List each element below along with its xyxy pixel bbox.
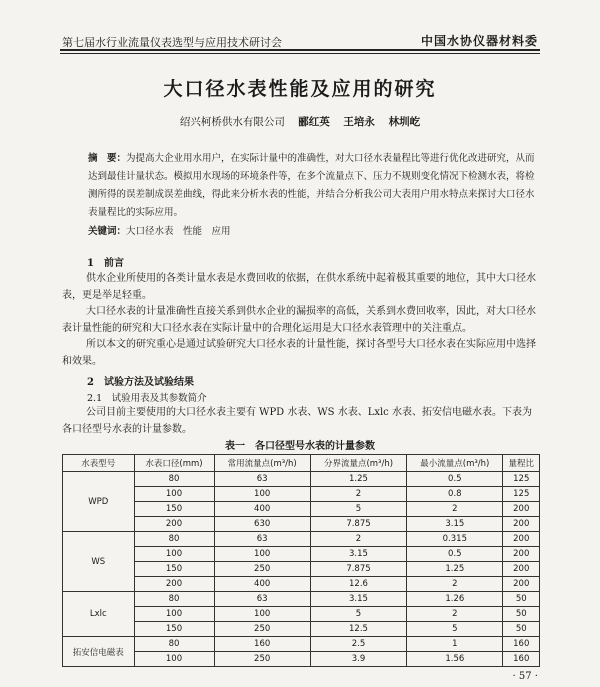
abstract-label: 摘 要： — [88, 153, 127, 164]
paragraph-2: 大口径水表的计量准确性直接关系到供水企业的漏损率的高低，关系到水费回收率，因此，对大口径水表计量性能的研究和大口径水表在实际计量中的合理化运用是大口径水表管理中的关注重点。 — [62, 306, 536, 334]
table-row — [63, 487, 540, 502]
table-cell: 200 — [503, 562, 540, 577]
table-cell: 200 — [503, 532, 540, 547]
table-row — [63, 577, 540, 592]
model-cell: WS — [63, 532, 135, 592]
table-cell: 100 — [134, 652, 214, 667]
abstract-text: 为提高大企业用水用户，在实际计量中的准确性，对大口径水表量程比等进行优化改进研究，从而达到最佳计量状态。模拟用水现场的环境条件等，在多个流量点下、压力不规则变化情况下检测水表，将检测所得的误差制成误差曲线，得此来分析水表的性能，并结合分析我公司大表用户用水特点来探讨大口径水表量程比的实际应用。 — [88, 153, 535, 218]
table-cell: 7.875 — [310, 517, 406, 532]
table-cell: 200 — [134, 517, 214, 532]
table-cell: 63 — [214, 592, 310, 607]
page-number: · 57 · — [512, 671, 538, 682]
table-cell: 200 — [503, 517, 540, 532]
table-cell: 2 — [310, 487, 406, 502]
table-cell: 1.56 — [407, 652, 503, 667]
table-cell: 250 — [214, 562, 310, 577]
table-cell: 12.5 — [310, 622, 406, 637]
header-rule — [60, 49, 540, 51]
table-cell: 2 — [407, 577, 503, 592]
model-cell: Lxlc — [63, 592, 135, 637]
paragraph-4: 公司目前主要使用的大口径水表主要有 WPD 水表、WS 水表、Lxlc 水表、拓安信电磁水表。下表为各口径型号水表的计量参数。 — [62, 407, 532, 435]
table-cell: 1 — [407, 637, 503, 652]
table-cell: 0.5 — [407, 547, 503, 562]
table-cell: 63 — [214, 532, 310, 547]
table-cell: 12.6 — [310, 577, 406, 592]
table-cell: 80 — [134, 592, 214, 607]
table-cell: 400 — [214, 577, 310, 592]
table-cell: 50 — [503, 592, 540, 607]
table-cell: 100 — [134, 547, 214, 562]
table-cell: 5 — [310, 607, 406, 622]
table-cell: 200 — [503, 547, 540, 562]
table-cell: 100 — [134, 607, 214, 622]
table-cell: 100 — [214, 547, 310, 562]
abstract — [88, 150, 540, 222]
table-row — [63, 547, 540, 562]
model-cell: WPD — [63, 472, 135, 532]
table-cell: 1.26 — [407, 592, 503, 607]
table-cell: 150 — [134, 562, 214, 577]
table-cell: 200 — [503, 577, 540, 592]
author-line — [0, 114, 600, 129]
table-cell: 125 — [503, 472, 540, 487]
table-cell: 160 — [214, 637, 310, 652]
table-cell: 100 — [134, 487, 214, 502]
table-cell: 630 — [214, 517, 310, 532]
table-row — [63, 517, 540, 532]
table-cell: 50 — [503, 622, 540, 637]
paper-title: 大口径水表性能及应用的研究 — [163, 78, 437, 100]
table-row — [63, 637, 540, 652]
table-cell: 200 — [503, 502, 540, 517]
table-cell: 250 — [214, 622, 310, 637]
table-row — [63, 622, 540, 637]
table-cell: 2.5 — [310, 637, 406, 652]
table-cell: 63 — [214, 472, 310, 487]
table-row — [63, 652, 540, 667]
paragraph-1: 供水企业所使用的各类计量水表是水费回收的依据，在供水系统中起着极其重要的地位，其中大口径水表，更是举足轻重。 — [62, 273, 536, 301]
section-heading-2-1: 2.1 试验用表及其参数简介 — [87, 393, 207, 404]
table-cell: 150 — [134, 502, 214, 517]
table-cell: 80 — [134, 472, 214, 487]
table-cell: 2 — [310, 532, 406, 547]
table-cell: 80 — [134, 532, 214, 547]
table-cell: 0.315 — [407, 532, 503, 547]
meter-parameter-table — [62, 454, 540, 667]
table-cell: 1.25 — [310, 472, 406, 487]
col-header: 水表口径(mm) — [134, 455, 214, 472]
table-cell: 125 — [503, 487, 540, 502]
table-row — [63, 562, 540, 577]
author-names: 郦红英 王培永 林圳屹 — [298, 116, 421, 128]
col-header: 最小流量点(m³/h) — [407, 455, 503, 472]
table-cell: 3.15 — [310, 547, 406, 562]
keywords-label: 关键词： — [88, 226, 127, 237]
col-header: 水表型号 — [63, 455, 135, 472]
table-cell: 0.5 — [407, 472, 503, 487]
table-cell: 80 — [134, 637, 214, 652]
section-heading-2: 2 试验方法及试验结果 — [87, 377, 194, 388]
affiliation: 绍兴柯桥供水有限公司 — [179, 116, 285, 128]
table-cell: 250 — [214, 652, 310, 667]
table-cell: 150 — [134, 622, 214, 637]
model-cell: 拓安信电磁表 — [63, 637, 135, 667]
table-cell: 5 — [407, 622, 503, 637]
table-cell: 400 — [214, 502, 310, 517]
section-heading-1: 1 前言 — [87, 258, 124, 269]
table-cell: 3.15 — [407, 517, 503, 532]
table-cell: 200 — [134, 577, 214, 592]
table-cell: 7.875 — [310, 562, 406, 577]
table-cell: 5 — [310, 502, 406, 517]
header-rule-thin — [60, 53, 540, 54]
table-cell: 160 — [503, 652, 540, 667]
table-caption: 表一 各口径型号水表的计量参数 — [225, 441, 375, 452]
table-cell: 2 — [407, 607, 503, 622]
keywords — [88, 223, 231, 237]
col-header: 分界流量点(m³/h) — [310, 455, 406, 472]
table-cell: 2 — [407, 502, 503, 517]
col-header: 量程比 — [503, 455, 540, 472]
table-header-row — [63, 455, 540, 472]
table-cell: 0.8 — [407, 487, 503, 502]
table-cell: 100 — [214, 607, 310, 622]
table-row — [63, 472, 540, 487]
header-publisher: 中国水协仪器材料委 — [420, 34, 538, 48]
table-cell: 3.9 — [310, 652, 406, 667]
table-row — [63, 592, 540, 607]
paragraph-3: 所以本文的研究重心是通过试验研究大口径水表的计量性能，探讨各型号大口径水表在实际应用中选择和效果。 — [62, 339, 536, 367]
table-cell: 100 — [214, 487, 310, 502]
table-cell: 1.25 — [407, 562, 503, 577]
table-row — [63, 607, 540, 622]
table-row — [63, 532, 540, 547]
table-cell: 3.15 — [310, 592, 406, 607]
table-cell: 50 — [503, 607, 540, 622]
keywords-text: 大口径水表 性能 应用 — [126, 226, 231, 237]
col-header: 常用流量点(m³/h) — [214, 455, 310, 472]
table-cell: 160 — [503, 637, 540, 652]
table-row — [63, 502, 540, 517]
header-conference: 第七届水行业流量仪表选型与应用技术研讨会 — [62, 36, 282, 49]
